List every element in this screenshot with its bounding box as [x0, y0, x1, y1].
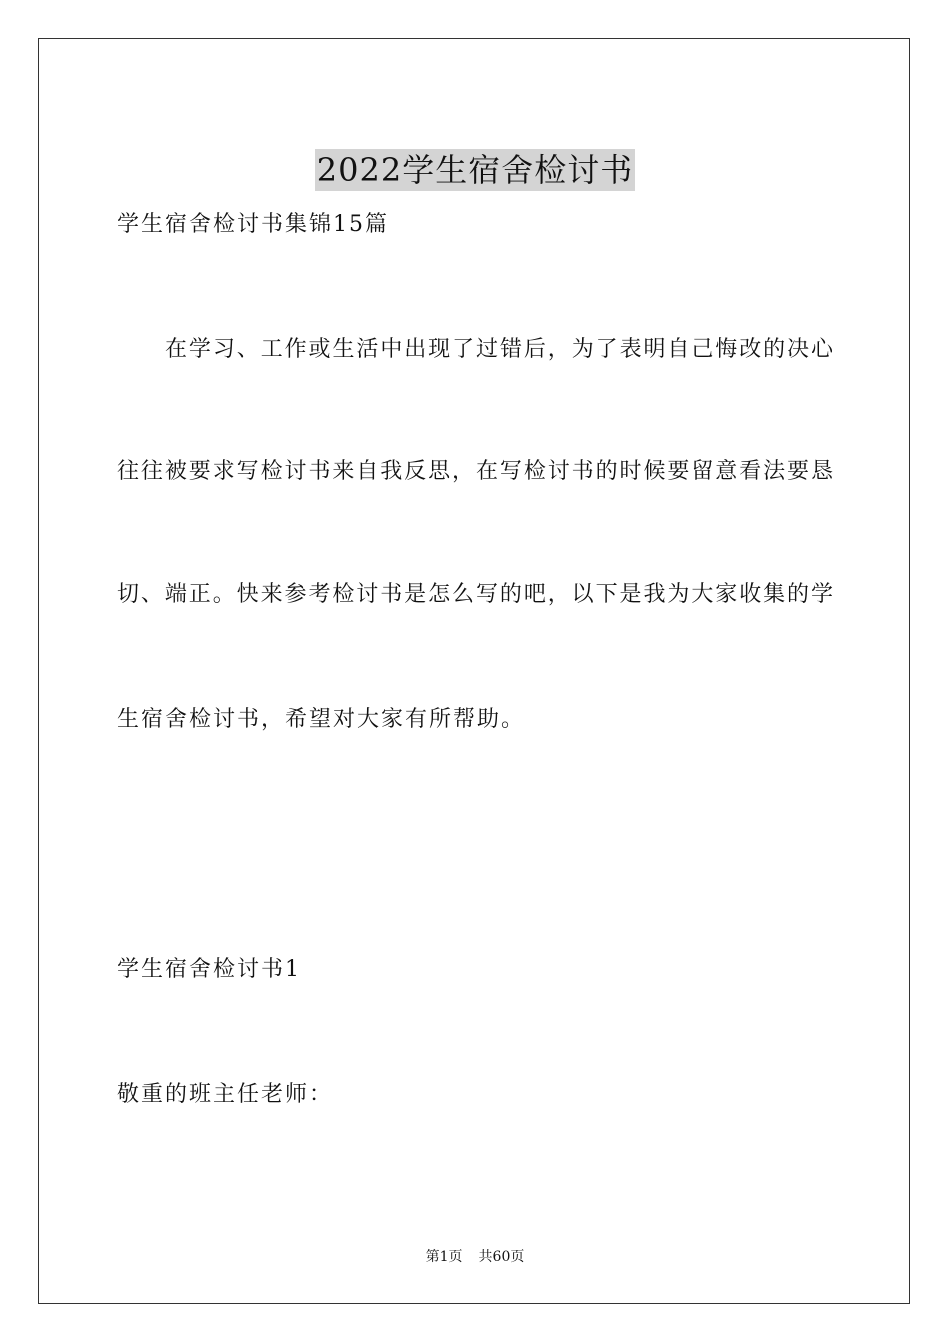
document-title: 2022学生宿舍检讨书	[316, 151, 634, 190]
intro-paragraph-line-4: 生宿舍检讨书，希望对大家有所帮助。	[117, 707, 526, 732]
intro-paragraph-line-1: 在学习、工作或生活中出现了过错后，为了表明自己悔改的决心	[165, 337, 833, 362]
intro-paragraph-line-3: 切、端正。快来参考检讨书是怎么写的吧，以下是我为大家收集的学	[117, 582, 833, 607]
section-heading: 学生宿舍检讨书1	[117, 957, 301, 982]
page-total: 共60页	[478, 1249, 525, 1265]
intro-paragraph-line-2: 往往被要求写检讨书来自我反思，在写检讨书的时候要留意看法要恳	[117, 459, 833, 484]
page-footer	[0, 1248, 950, 1266]
title-container	[0, 128, 950, 213]
page-number: 第1页	[425, 1249, 463, 1265]
salutation: 敬重的班主任老师：	[117, 1082, 334, 1107]
document-subtitle: 学生宿舍检讨书集锦15篇	[117, 212, 389, 237]
